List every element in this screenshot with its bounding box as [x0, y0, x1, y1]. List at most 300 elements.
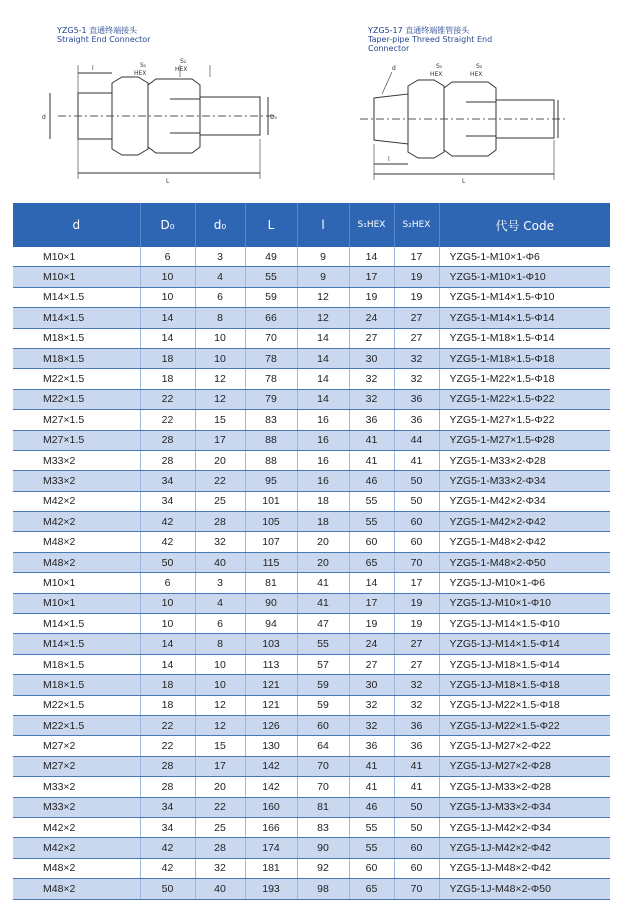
cell-d: M18×1.5: [13, 654, 140, 674]
cell-L: 193: [245, 879, 297, 899]
cell-s1hex: 65: [349, 552, 394, 572]
label-l: l: [92, 65, 94, 72]
cell-d0-inner: 10: [195, 675, 245, 695]
cell-d: M18×1.5: [13, 348, 140, 368]
cell-s1hex: 46: [349, 797, 394, 817]
table-row: [13, 247, 610, 267]
cell-s1hex: 55: [349, 512, 394, 532]
table-row: [13, 736, 610, 756]
cell-code: YZG5-1J-M22×1.5-Φ18: [439, 695, 610, 715]
label-hex1: HEX: [134, 70, 147, 77]
cell-d0-inner: 8: [195, 308, 245, 328]
cell-s2hex: 41: [394, 450, 439, 470]
cell-L: 174: [245, 838, 297, 858]
cell-d: M42×2: [13, 491, 140, 511]
cell-L: 90: [245, 593, 297, 613]
cell-d0-inner: 15: [195, 410, 245, 430]
cell-L: 166: [245, 817, 297, 837]
cell-d0-outer: 42: [140, 858, 195, 878]
cell-L: 113: [245, 654, 297, 674]
table-row: [13, 858, 610, 878]
table-row: [13, 287, 610, 307]
cell-s2hex: 27: [394, 654, 439, 674]
cell-L: 88: [245, 430, 297, 450]
taper-label-d: d: [392, 65, 396, 72]
taper-label-s1: S₁: [436, 63, 443, 70]
cell-L: 101: [245, 491, 297, 511]
cell-d0-inner: 20: [195, 450, 245, 470]
cell-L: 115: [245, 552, 297, 572]
cell-d0-outer: 34: [140, 471, 195, 491]
cell-s1hex: 36: [349, 410, 394, 430]
cell-d0-outer: 22: [140, 715, 195, 735]
cell-L: 142: [245, 756, 297, 776]
cell-d0-inner: 10: [195, 328, 245, 348]
label-hex2: HEX: [175, 66, 188, 73]
cell-code: YZG5-1-M18×1.5-Φ18: [439, 348, 610, 368]
cell-d0-outer: 34: [140, 817, 195, 837]
cell-s2hex: 44: [394, 430, 439, 450]
cell-s1hex: 30: [349, 348, 394, 368]
cell-s2hex: 32: [394, 369, 439, 389]
table-row: [13, 267, 610, 287]
cell-d0-inner: 12: [195, 369, 245, 389]
right-caption-cn: YZG5-17 直通终端锥管接头: [368, 26, 470, 35]
left-caption: [57, 26, 150, 44]
cell-d: M14×1.5: [13, 614, 140, 634]
cell-s2hex: 17: [394, 573, 439, 593]
header-d: d: [13, 203, 140, 247]
cell-s2hex: 50: [394, 471, 439, 491]
cell-L: 78: [245, 348, 297, 368]
cell-d: M14×1.5: [13, 308, 140, 328]
cell-d0-inner: 15: [195, 736, 245, 756]
cell-L: 83: [245, 410, 297, 430]
cell-code: YZG5-1J-M42×2-Φ42: [439, 838, 610, 858]
taper-connector-drawing: [352, 60, 582, 185]
cell-s2hex: 60: [394, 838, 439, 858]
cell-L: 181: [245, 858, 297, 878]
cell-s2hex: 19: [394, 267, 439, 287]
cell-code: YZG5-1J-M48×2-Φ42: [439, 858, 610, 878]
cell-s1hex: 17: [349, 267, 394, 287]
cell-L: 121: [245, 675, 297, 695]
cell-d0-inner: 22: [195, 797, 245, 817]
table-row: [13, 512, 610, 532]
cell-L: 95: [245, 471, 297, 491]
cell-code: YZG5-1J-M33×2-Φ34: [439, 797, 610, 817]
cell-l: 14: [297, 389, 349, 409]
cell-l: 70: [297, 777, 349, 797]
cell-code: YZG5-1-M22×1.5-Φ18: [439, 369, 610, 389]
cell-d: M42×2: [13, 512, 140, 532]
cell-d0-inner: 17: [195, 756, 245, 776]
cell-s1hex: 46: [349, 471, 394, 491]
table-row: [13, 573, 610, 593]
cell-d0-outer: 34: [140, 797, 195, 817]
cell-code: YZG5-1J-M10×1-Φ10: [439, 593, 610, 613]
cell-s1hex: 27: [349, 328, 394, 348]
cell-L: 55: [245, 267, 297, 287]
cell-code: YZG5-1J-M33×2-Φ28: [439, 777, 610, 797]
cell-code: YZG5-1-M33×2-Φ28: [439, 450, 610, 470]
cell-d0-inner: 8: [195, 634, 245, 654]
table-row: [13, 838, 610, 858]
cell-s2hex: 32: [394, 675, 439, 695]
cell-s1hex: 55: [349, 491, 394, 511]
cell-d0-outer: 18: [140, 369, 195, 389]
cell-l: 47: [297, 614, 349, 634]
cell-d0-outer: 42: [140, 532, 195, 552]
cell-s1hex: 55: [349, 817, 394, 837]
cell-s2hex: 19: [394, 614, 439, 634]
header-d0-outer: D₀: [140, 203, 195, 247]
cell-code: YZG5-1-M27×1.5-Φ28: [439, 430, 610, 450]
taper-label-L: L: [462, 178, 466, 185]
cell-l: 41: [297, 593, 349, 613]
cell-d0-inner: 12: [195, 715, 245, 735]
cell-s2hex: 41: [394, 756, 439, 776]
cell-code: YZG5-1-M27×1.5-Φ22: [439, 410, 610, 430]
cell-code: YZG5-1J-M14×1.5-Φ10: [439, 614, 610, 634]
cell-d0-outer: 22: [140, 736, 195, 756]
cell-l: 59: [297, 695, 349, 715]
cell-d0-outer: 42: [140, 512, 195, 532]
table-row: [13, 389, 610, 409]
table-body: [13, 247, 610, 899]
cell-code: YZG5-1J-M14×1.5-Φ14: [439, 634, 610, 654]
cell-d0-outer: 10: [140, 593, 195, 613]
cell-code: YZG5-1J-M42×2-Φ34: [439, 817, 610, 837]
cell-code: YZG5-1-M18×1.5-Φ14: [439, 328, 610, 348]
cell-d0-inner: 12: [195, 389, 245, 409]
right-caption-en-2: Connector: [368, 44, 410, 53]
cell-s1hex: 14: [349, 573, 394, 593]
cell-L: 160: [245, 797, 297, 817]
cell-l: 18: [297, 512, 349, 532]
cell-d: M27×1.5: [13, 430, 140, 450]
cell-d0-inner: 25: [195, 491, 245, 511]
cell-d0-outer: 14: [140, 634, 195, 654]
table-row: [13, 634, 610, 654]
cell-L: 121: [245, 695, 297, 715]
table-row: [13, 410, 610, 430]
cell-l: 81: [297, 797, 349, 817]
cell-code: YZG5-1-M10×1-Φ10: [439, 267, 610, 287]
cell-s1hex: 55: [349, 838, 394, 858]
cell-s1hex: 32: [349, 369, 394, 389]
table-row: [13, 552, 610, 572]
cell-d: M18×1.5: [13, 675, 140, 695]
cell-d: M10×1: [13, 593, 140, 613]
table-row: [13, 715, 610, 735]
cell-l: 55: [297, 634, 349, 654]
cell-s2hex: 36: [394, 736, 439, 756]
cell-d0-outer: 22: [140, 410, 195, 430]
cell-code: YZG5-1J-M27×2-Φ28: [439, 756, 610, 776]
cell-code: YZG5-1-M10×1-Φ6: [439, 247, 610, 267]
right-caption: [368, 26, 492, 53]
table-row: [13, 328, 610, 348]
cell-d: M48×2: [13, 879, 140, 899]
cell-d: M48×2: [13, 858, 140, 878]
cell-d0-outer: 34: [140, 491, 195, 511]
cell-d0-inner: 22: [195, 471, 245, 491]
cell-code: YZG5-1J-M10×1-Φ6: [439, 573, 610, 593]
cell-d0-outer: 6: [140, 573, 195, 593]
cell-L: 142: [245, 777, 297, 797]
cell-s1hex: 30: [349, 675, 394, 695]
cell-l: 12: [297, 287, 349, 307]
cell-L: 79: [245, 389, 297, 409]
cell-d: M18×1.5: [13, 328, 140, 348]
cell-d0-inner: 25: [195, 817, 245, 837]
cell-code: YZG5-1J-M27×2-Φ22: [439, 736, 610, 756]
cell-d: M22×1.5: [13, 389, 140, 409]
label-d0: D₀: [270, 114, 278, 121]
cell-l: 9: [297, 267, 349, 287]
cell-s1hex: 32: [349, 695, 394, 715]
cell-d0-inner: 3: [195, 247, 245, 267]
spec-table: [13, 203, 610, 900]
left-caption-en: Straight End Connector: [57, 35, 151, 44]
taper-label-s2: S₂: [476, 63, 483, 70]
cell-l: 12: [297, 308, 349, 328]
cell-s1hex: 41: [349, 777, 394, 797]
cell-s1hex: 14: [349, 247, 394, 267]
cell-d0-outer: 28: [140, 430, 195, 450]
cell-d0-outer: 18: [140, 695, 195, 715]
cell-d0-outer: 10: [140, 287, 195, 307]
cell-l: 92: [297, 858, 349, 878]
left-caption-cn: YZG5-1 直通终端接头: [57, 26, 138, 35]
cell-s2hex: 27: [394, 328, 439, 348]
cell-L: 59: [245, 287, 297, 307]
right-caption-en-1: Taper-pipe Threed Straight End: [368, 35, 493, 44]
cell-d0-inner: 20: [195, 777, 245, 797]
cell-s2hex: 27: [394, 634, 439, 654]
cell-s1hex: 19: [349, 614, 394, 634]
cell-l: 14: [297, 369, 349, 389]
taper-label-l: l: [388, 156, 390, 163]
cell-L: 103: [245, 634, 297, 654]
cell-d0-outer: 10: [140, 614, 195, 634]
table-header-row: [13, 203, 610, 247]
table-row: [13, 491, 610, 511]
taper-label-hex1: HEX: [430, 71, 443, 78]
cell-s1hex: 36: [349, 736, 394, 756]
cell-s2hex: 27: [394, 308, 439, 328]
table-row: [13, 471, 610, 491]
label-s2: S₂: [180, 58, 187, 65]
cell-s1hex: 19: [349, 287, 394, 307]
cell-d: M42×2: [13, 817, 140, 837]
cell-d: M22×1.5: [13, 695, 140, 715]
header-code: 代号 Code: [439, 203, 610, 247]
cell-s2hex: 41: [394, 777, 439, 797]
cell-L: 70: [245, 328, 297, 348]
cell-d: M14×1.5: [13, 287, 140, 307]
header-L: L: [245, 203, 297, 247]
cell-L: 81: [245, 573, 297, 593]
cell-d0-inner: 32: [195, 532, 245, 552]
table-row: [13, 308, 610, 328]
table-row: [13, 797, 610, 817]
cell-code: YZG5-1-M42×2-Φ42: [439, 512, 610, 532]
cell-L: 88: [245, 450, 297, 470]
cell-s2hex: 50: [394, 491, 439, 511]
table-row: [13, 348, 610, 368]
cell-s2hex: 50: [394, 797, 439, 817]
cell-l: 14: [297, 348, 349, 368]
cell-d0-outer: 14: [140, 654, 195, 674]
cell-d0-outer: 18: [140, 675, 195, 695]
cell-d: M33×2: [13, 777, 140, 797]
table-row: [13, 532, 610, 552]
cell-d0-outer: 28: [140, 777, 195, 797]
cell-s1hex: 65: [349, 879, 394, 899]
header-s1hex: S₁HEX: [349, 203, 394, 247]
cell-d0-outer: 6: [140, 247, 195, 267]
cell-l: 64: [297, 736, 349, 756]
straight-connector-drawing: [30, 55, 290, 190]
cell-d: M27×2: [13, 756, 140, 776]
cell-l: 9: [297, 247, 349, 267]
table-row: [13, 756, 610, 776]
cell-s2hex: 17: [394, 247, 439, 267]
cell-d: M10×1: [13, 247, 140, 267]
cell-d0-inner: 28: [195, 512, 245, 532]
cell-s1hex: 60: [349, 858, 394, 878]
cell-d: M22×1.5: [13, 715, 140, 735]
cell-code: YZG5-1J-M22×1.5-Φ22: [439, 715, 610, 735]
cell-L: 94: [245, 614, 297, 634]
cell-d: M33×2: [13, 797, 140, 817]
cell-L: 126: [245, 715, 297, 735]
cell-s1hex: 41: [349, 756, 394, 776]
cell-s2hex: 70: [394, 552, 439, 572]
cell-d: M33×2: [13, 450, 140, 470]
header-d0-inner: d₀: [195, 203, 245, 247]
cell-l: 59: [297, 675, 349, 695]
cell-s2hex: 32: [394, 695, 439, 715]
cell-l: 18: [297, 491, 349, 511]
cell-d: M33×2: [13, 471, 140, 491]
cell-d: M48×2: [13, 552, 140, 572]
cell-s2hex: 32: [394, 348, 439, 368]
cell-l: 20: [297, 532, 349, 552]
cell-d0-inner: 40: [195, 879, 245, 899]
table-row: [13, 369, 610, 389]
cell-l: 90: [297, 838, 349, 858]
cell-code: YZG5-1-M42×2-Φ34: [439, 491, 610, 511]
cell-s1hex: 41: [349, 450, 394, 470]
table-row: [13, 450, 610, 470]
cell-d0-inner: 3: [195, 573, 245, 593]
table-row: [13, 614, 610, 634]
cell-l: 16: [297, 471, 349, 491]
cell-code: YZG5-1-M22×1.5-Φ22: [439, 389, 610, 409]
cell-s2hex: 60: [394, 532, 439, 552]
header-l: l: [297, 203, 349, 247]
cell-l: 16: [297, 430, 349, 450]
cell-l: 14: [297, 328, 349, 348]
cell-l: 60: [297, 715, 349, 735]
cell-d0-inner: 4: [195, 267, 245, 287]
cell-s2hex: 19: [394, 593, 439, 613]
cell-l: 16: [297, 410, 349, 430]
cell-d: M22×1.5: [13, 369, 140, 389]
cell-s2hex: 36: [394, 715, 439, 735]
table-row: [13, 593, 610, 613]
cell-s1hex: 32: [349, 389, 394, 409]
cell-d0-inner: 32: [195, 858, 245, 878]
cell-code: YZG5-1-M14×1.5-Φ14: [439, 308, 610, 328]
cell-d0-inner: 28: [195, 838, 245, 858]
cell-d0-outer: 18: [140, 348, 195, 368]
cell-s1hex: 32: [349, 715, 394, 735]
cell-d0-inner: 40: [195, 552, 245, 572]
cell-l: 83: [297, 817, 349, 837]
cell-s2hex: 70: [394, 879, 439, 899]
table-row: [13, 430, 610, 450]
cell-d0-inner: 10: [195, 348, 245, 368]
cell-s1hex: 24: [349, 634, 394, 654]
label-L: L: [166, 178, 170, 185]
cell-L: 130: [245, 736, 297, 756]
cell-s2hex: 36: [394, 389, 439, 409]
label-s1: S₁: [140, 62, 147, 69]
cell-L: 105: [245, 512, 297, 532]
cell-d0-outer: 50: [140, 552, 195, 572]
cell-d0-outer: 42: [140, 838, 195, 858]
cell-d0-outer: 22: [140, 389, 195, 409]
cell-d0-inner: 17: [195, 430, 245, 450]
cell-code: YZG5-1J-M18×1.5-Φ18: [439, 675, 610, 695]
cell-d0-outer: 14: [140, 328, 195, 348]
cell-s1hex: 17: [349, 593, 394, 613]
cell-code: YZG5-1J-M48×2-Φ50: [439, 879, 610, 899]
cell-L: 66: [245, 308, 297, 328]
cell-code: YZG5-1-M48×2-Φ42: [439, 532, 610, 552]
cell-l: 57: [297, 654, 349, 674]
cell-d0-outer: 28: [140, 450, 195, 470]
cell-s2hex: 36: [394, 410, 439, 430]
cell-d0-inner: 6: [195, 614, 245, 634]
table-row: [13, 675, 610, 695]
cell-l: 16: [297, 450, 349, 470]
cell-s2hex: 50: [394, 817, 439, 837]
cell-s1hex: 41: [349, 430, 394, 450]
cell-code: YZG5-1-M33×2-Φ34: [439, 471, 610, 491]
cell-L: 107: [245, 532, 297, 552]
cell-code: YZG5-1J-M18×1.5-Φ14: [439, 654, 610, 674]
cell-d: M48×2: [13, 532, 140, 552]
table-row: [13, 695, 610, 715]
cell-s2hex: 60: [394, 512, 439, 532]
cell-s2hex: 19: [394, 287, 439, 307]
cell-code: YZG5-1-M48×2-Φ50: [439, 552, 610, 572]
cell-d0-inner: 6: [195, 287, 245, 307]
cell-L: 49: [245, 247, 297, 267]
cell-d0-outer: 28: [140, 756, 195, 776]
label-d: d: [42, 114, 46, 121]
cell-d0-outer: 14: [140, 308, 195, 328]
cell-d0-outer: 50: [140, 879, 195, 899]
cell-l: 41: [297, 573, 349, 593]
cell-d0-inner: 12: [195, 695, 245, 715]
cell-s2hex: 60: [394, 858, 439, 878]
